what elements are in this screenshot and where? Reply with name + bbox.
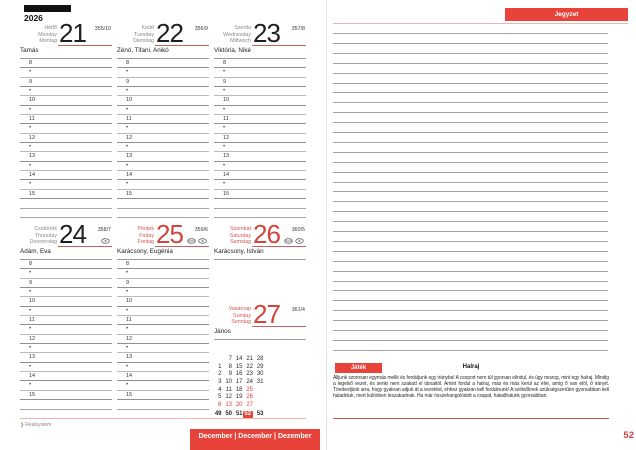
mini-calendar-day: 26 (246, 394, 253, 401)
right-page-bottom-rule (333, 418, 609, 419)
day-of-year-info: 361/4 (291, 307, 305, 313)
slot-line-hour-14: 14 (117, 171, 209, 180)
note-rule-line (333, 132, 608, 133)
slot-line-half-hour: • (20, 106, 112, 115)
holiday-band-icon (284, 238, 293, 244)
slot-line-hour-14: 14 (20, 171, 112, 180)
slot-line-hour-11: 11 (20, 115, 112, 124)
slot-line-hour-13: 13 (20, 353, 112, 362)
hour-slots (117, 59, 209, 218)
mini-calendar-day: 2 (218, 371, 222, 378)
day-name-en: Sunday (233, 312, 251, 319)
mini-calendar-day: 29 (256, 363, 264, 370)
mini-calendar-day: 9 (228, 371, 232, 378)
chevron-icon: ❯ (20, 422, 25, 428)
slot-line-hour-11: 11 (117, 316, 209, 325)
day-name-hu: Péntek (137, 226, 154, 232)
page-number: 52 (623, 430, 634, 441)
slot-line-blank (20, 400, 112, 409)
holiday-eye-icon (101, 238, 110, 244)
day-of-year-info: 359/6 (194, 227, 208, 233)
slot-line-half-hour: • (214, 87, 306, 96)
mini-calendar-row (211, 394, 265, 402)
slot-line-hour-13: 13 (214, 152, 306, 161)
note-rule-line (333, 191, 608, 192)
slot-line-half-hour: • (20, 344, 112, 353)
slot-line-half-hour: • (20, 162, 112, 171)
slot-line-hour-12: 12 (117, 134, 209, 143)
slot-line-hour-11: 11 (117, 115, 209, 124)
hour-slots (117, 260, 209, 419)
slot-line-hour-12: 12 (117, 335, 209, 344)
slot-line-hour-10: 10 (214, 96, 306, 105)
note-rule-line (333, 63, 608, 64)
mini-calendar-day: 25 (246, 386, 253, 393)
nameday-label: János (214, 328, 306, 340)
slot-line-hour-14: 14 (214, 171, 306, 180)
note-rule-line (333, 43, 608, 44)
date-underline (58, 246, 112, 247)
date-underline (252, 326, 306, 327)
slot-line-hour-14: 14 (20, 372, 112, 381)
day-names (214, 306, 251, 326)
slot-line-half-hour: • (117, 344, 209, 353)
note-rule-line (333, 231, 608, 232)
slot-line-blank (117, 209, 209, 218)
slot-line-blank (117, 199, 209, 208)
slot-line-half-hour: • (214, 180, 306, 189)
day-name-hu: Kedd (141, 25, 154, 31)
mini-calendar-day: 23 (246, 371, 253, 378)
slot-line-blank (117, 400, 209, 409)
day-holiday-icons (101, 238, 110, 244)
mini-calendar-row (211, 402, 265, 410)
day-name-en: Monday (38, 31, 57, 38)
slot-line-hour-15: 15 (117, 190, 209, 199)
mini-calendar-row (211, 379, 265, 387)
slot-line-hour-9: 9 (20, 78, 112, 87)
holiday-band-icon (187, 238, 196, 244)
nameday-label: Zénó, Tifani, Anikó (117, 47, 209, 59)
mini-calendar-day: 19 (235, 394, 243, 401)
slot-line-blank (20, 209, 112, 218)
day-names (20, 226, 57, 246)
game-description: Álljunk szorosan egymás mellé és forduljunk egy irányba! A csoport nem túl gyorsan elindul, és úgy mozog, mint egy halraj. Mindig a legelső vezet, és senki nem szakad el társaitól. Amint fordul a halraj, más és más kerül az élre, amíg ő van elöl, ő irányít. Törekedjünk arra, hogy gyakran adjuk át a vezetést, ehhez gyakran kell fordulnunk! A szélsőknek szükségszerűen gyorsabban kell haladniuk, mert különben leszakadnak. Ha már összehangolódott a csapat, haladhatunk gyorsabban. (333, 375, 609, 400)
slot-line-hour-10: 10 (117, 96, 209, 105)
date-underline (58, 45, 112, 46)
note-rule-line (333, 102, 608, 103)
mini-calendar-day: 27 (246, 402, 253, 409)
day-number: 23 (253, 18, 280, 48)
mini-calendar-day: 12 (225, 394, 232, 401)
slot-line-half-hour: • (214, 124, 306, 133)
day-names (20, 25, 57, 45)
nameday-label: Karácsony, Eugénia (117, 248, 209, 260)
mini-calendar-day (253, 394, 264, 402)
day-name-de: Freitag (137, 239, 154, 246)
slot-line-half-hour: • (20, 307, 112, 316)
slot-line-hour-13: 13 (117, 152, 209, 161)
note-rule-line (333, 53, 608, 54)
mini-calendar-day: 8 (228, 363, 232, 370)
mini-calendar-day (253, 402, 264, 410)
hour-slots (214, 59, 306, 218)
day-name-hu: Csütörtök (34, 226, 57, 232)
mini-calendar-day: 28 (256, 356, 264, 362)
slot-line-hour-9: 9 (117, 78, 209, 87)
mini-calendar-row (211, 387, 265, 395)
slot-line-half-hour: • (20, 381, 112, 390)
mini-calendar-day (211, 356, 222, 364)
brand-logo (20, 422, 51, 428)
mini-calendar-day: 20 (235, 402, 243, 409)
mini-calendar-day: 22 (246, 363, 253, 370)
day-name-de: Sonntag (231, 319, 251, 326)
day-name-en: Friday (139, 232, 154, 239)
day-holiday-icons (187, 238, 207, 244)
slot-line-hour-9: 9 (20, 279, 112, 288)
slot-line-hour-8: 8 (214, 59, 306, 68)
slot-line-half-hour: • (20, 288, 112, 297)
slot-line-hour-8: 8 (20, 260, 112, 269)
day-of-year-info: 357/8 (291, 26, 305, 32)
mini-calendar-day: 17 (235, 379, 243, 386)
slot-line-half-hour: • (20, 363, 112, 372)
holiday-eye-icon (198, 238, 207, 244)
mini-calendar-day: 24 (246, 379, 253, 386)
note-rule-line (333, 350, 608, 351)
day-name-en: Saturday (229, 232, 251, 239)
slot-line-half-hour: • (117, 288, 209, 297)
slot-line-half-hour: • (117, 363, 209, 372)
mini-calendar-day: 21 (246, 356, 253, 362)
day-name-hu: Szombat (230, 226, 251, 232)
slot-line-half-hour: • (20, 124, 112, 133)
year-tab-bar (24, 5, 71, 12)
note-rule-line (333, 221, 608, 222)
note-rule-line (333, 300, 608, 301)
mini-calendar-day: 4 (218, 386, 222, 393)
slot-line-half-hour: • (20, 68, 112, 77)
day-number: 22 (156, 18, 183, 48)
note-rule-line (333, 182, 608, 183)
note-rule-line (333, 251, 608, 252)
mini-calendar-week-52: 52 (244, 410, 252, 417)
date-underline (252, 246, 306, 247)
slot-line-half-hour: • (117, 269, 209, 278)
slot-line-half-hour: • (214, 106, 306, 115)
slot-line-half-hour: • (20, 143, 112, 152)
mini-calendar-day: 31 (256, 379, 264, 386)
slot-line-blank (214, 209, 306, 218)
mini-calendar (211, 356, 265, 419)
slot-line-half-hour: • (117, 124, 209, 133)
mini-calendar-day (253, 387, 264, 395)
slot-line-hour-12: 12 (214, 134, 306, 143)
slot-line-blank (214, 199, 306, 208)
day-names (117, 25, 154, 45)
slot-line-half-hour: • (214, 68, 306, 77)
day-name-de: Mittwoch (230, 38, 251, 45)
mini-calendar-day: 14 (235, 356, 243, 362)
slot-line-hour-8: 8 (20, 59, 112, 68)
mini-calendar-row (211, 364, 265, 372)
slot-line-half-hour: • (117, 381, 209, 390)
day-holiday-icons (284, 238, 304, 244)
mini-calendar-day: 13 (225, 402, 232, 409)
slot-line-hour-13: 13 (117, 353, 209, 362)
mini-calendar-week-50: 50 (225, 410, 232, 417)
day-names (117, 226, 154, 246)
note-rule-line (333, 310, 608, 311)
day-number: 27 (253, 299, 280, 329)
day-name-hu: Vasárnap (228, 306, 251, 312)
note-rule-line (333, 330, 608, 331)
slot-line-half-hour: • (214, 162, 306, 171)
mini-calendar-row (211, 356, 265, 364)
slot-line-hour-8: 8 (117, 260, 209, 269)
day-number: 25 (156, 219, 183, 249)
mini-calendar-day: 7 (228, 356, 232, 362)
day-of-year-info: 356/9 (194, 26, 208, 32)
note-rule-line (333, 290, 608, 291)
mini-calendar-day: 1 (218, 363, 222, 370)
mini-calendar-day: 15 (235, 363, 243, 370)
slot-line-half-hour: • (20, 325, 112, 334)
slot-line-hour-13: 13 (20, 152, 112, 161)
day-names (214, 226, 251, 246)
mini-calendar-week-53: 53 (256, 410, 264, 417)
date-underline (155, 45, 209, 46)
note-rule-line (333, 92, 608, 93)
nameday-label: Ádám, Éva (20, 248, 112, 260)
note-rule-line (333, 162, 608, 163)
note-rule-line (333, 281, 608, 282)
holiday-eye-icon (295, 238, 304, 244)
day-number: 21 (59, 18, 86, 48)
nameday-label: Tamás (20, 47, 112, 59)
note-rule-line (333, 33, 608, 34)
day-name-hu: Hétfő (44, 25, 57, 31)
slot-line-hour-12: 12 (20, 134, 112, 143)
mini-calendar-day: 10 (225, 379, 232, 386)
day-of-year-info: 358/7 (97, 227, 111, 233)
slot-line-half-hour: • (117, 162, 209, 171)
notes-top-rule (333, 23, 628, 24)
note-rule-line (333, 142, 608, 143)
day-name-en: Wednesday (223, 31, 251, 38)
mini-calendar-day: 6 (218, 402, 222, 409)
slot-line-hour-10: 10 (117, 297, 209, 306)
day-name-de: Dienstag (133, 38, 154, 45)
hour-slots (20, 59, 112, 218)
slot-line-hour-10: 10 (20, 96, 112, 105)
nameday-label: Viktória, Niké (214, 47, 306, 59)
note-rule-line (333, 211, 608, 212)
note-rule-line (333, 201, 608, 202)
year-label: 2026 (24, 13, 43, 23)
mini-calendar-day: 18 (235, 386, 243, 393)
mini-calendar-row (211, 371, 265, 379)
note-rule-line (333, 112, 608, 113)
left-page-bottom-rule (20, 418, 306, 419)
day-names (214, 25, 251, 45)
day-name-en: Tuesday (133, 31, 154, 38)
slot-line-hour-9: 9 (214, 78, 306, 87)
slot-line-hour-11: 11 (214, 115, 306, 124)
slot-line-half-hour: • (20, 269, 112, 278)
mini-calendar-day: 30 (256, 371, 264, 378)
hour-slots (20, 260, 112, 419)
game-label-tab: Játék (335, 363, 382, 373)
note-rule-line (333, 152, 608, 153)
slot-line-hour-11: 11 (20, 316, 112, 325)
slot-line-half-hour: • (20, 87, 112, 96)
day-number: 24 (59, 219, 86, 249)
slot-line-half-hour: • (214, 143, 306, 152)
slot-line-half-hour: • (117, 87, 209, 96)
mini-calendar-day: 16 (235, 371, 243, 378)
slot-line-half-hour: • (117, 68, 209, 77)
slot-line-blank (20, 199, 112, 208)
brand-logo-text: Realsystem (25, 422, 52, 428)
date-underline (252, 45, 306, 46)
day-name-de: Montag (39, 38, 57, 45)
day-name-hu: Szerda (234, 25, 251, 31)
slot-line-half-hour: • (117, 106, 209, 115)
slot-line-hour-9: 9 (117, 279, 209, 288)
mini-calendar-day: 3 (218, 379, 222, 386)
note-rule-line (333, 73, 608, 74)
slot-line-hour-15: 15 (117, 391, 209, 400)
nameday-label: Karácsony, István (214, 248, 306, 260)
slot-line-half-hour: • (117, 143, 209, 152)
note-rule-line (333, 83, 608, 84)
notes-header-tab: Jegyzet (505, 8, 628, 21)
mini-calendar-day: 11 (225, 386, 232, 393)
day-name-de: Donnerstag (29, 239, 57, 246)
slot-line-hour-8: 8 (117, 59, 209, 68)
note-rule-line (333, 172, 608, 173)
day-name-en: Thursday (34, 232, 57, 239)
note-rule-line (333, 241, 608, 242)
day-number: 26 (253, 219, 280, 249)
slot-line-half-hour: • (117, 307, 209, 316)
page-gutter (326, 0, 327, 450)
slot-line-hour-12: 12 (20, 335, 112, 344)
note-rule-line (333, 122, 608, 123)
note-rule-line (333, 261, 608, 262)
mini-calendar-week-51: 51 (235, 410, 243, 417)
slot-line-hour-10: 10 (20, 297, 112, 306)
month-footer-tab: December | December | Dezember (190, 429, 320, 450)
game-title: Halraj (462, 364, 480, 370)
mini-calendar-day: 5 (218, 394, 222, 401)
note-rule-line (333, 340, 608, 341)
slot-line-hour-15: 15 (214, 190, 306, 199)
slot-line-half-hour: • (20, 180, 112, 189)
date-underline (155, 246, 209, 247)
mini-calendar-week-49: 49 (214, 410, 222, 417)
slot-line-half-hour: • (117, 180, 209, 189)
day-name-de: Samstag (230, 239, 251, 246)
slot-line-hour-15: 15 (20, 190, 112, 199)
slot-line-hour-14: 14 (117, 372, 209, 381)
day-of-year-info: 355/10 (94, 26, 111, 32)
note-rule-line (333, 271, 608, 272)
note-rule-line (333, 320, 608, 321)
slot-line-half-hour: • (117, 325, 209, 334)
day-of-year-info: 360/5 (291, 227, 305, 233)
slot-line-hour-15: 15 (20, 391, 112, 400)
